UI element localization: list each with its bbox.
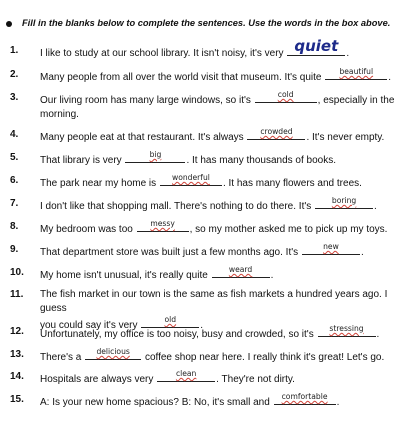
question-text: I like to study at our school library. It isn't noisy, it's very <box>40 48 284 59</box>
question-6 <box>10 174 415 191</box>
question-text-line2: you could say it's very <box>40 320 138 331</box>
answer-blank[interactable] <box>125 151 185 163</box>
answer-text: messy <box>150 219 175 228</box>
question-text: That library is very <box>40 155 122 166</box>
question-text-end: . <box>270 270 274 281</box>
answer-text: clean <box>175 369 197 378</box>
answer-text: comfortable <box>281 392 328 401</box>
answer-text: crowded <box>260 127 293 136</box>
answer-blank[interactable] <box>212 266 270 278</box>
answer-text: new <box>323 242 339 251</box>
question-text: A: Is your new home spacious? B: No, it's small and <box>40 397 270 408</box>
answer-blank[interactable] <box>302 243 360 255</box>
question-number: 8. <box>10 221 19 232</box>
question-9 <box>10 243 415 260</box>
question-1 <box>10 37 415 61</box>
answer-blank[interactable] <box>325 68 387 80</box>
question-number: 1. <box>10 45 19 56</box>
question-number: 9. <box>10 244 19 255</box>
answer-text: wonderful <box>172 173 210 182</box>
question-text-end: coffee shop near here. I really think it's great! Let's go. <box>144 352 385 363</box>
question-number: 4. <box>10 129 19 140</box>
question-text-end: . It's never empty. <box>306 132 385 143</box>
question-text-end: . They're not dirty. <box>216 374 295 385</box>
question-number: 12. <box>10 326 24 337</box>
question-text: Our living room has many large windows, so it's <box>40 95 251 106</box>
answer-blank[interactable] <box>157 370 215 382</box>
instruction-text: Fill in the blanks below to complete the sentences. Use the words in the box above. <box>22 18 391 28</box>
question-number: 15. <box>10 394 24 405</box>
question-number: 14. <box>10 371 24 382</box>
question-text-end: . It has many flowers and trees. <box>222 178 362 189</box>
answer-text: stressing <box>329 324 364 333</box>
answer-text: cold <box>277 90 294 99</box>
answer-blank[interactable] <box>318 325 376 337</box>
question-text-end: , especially in the <box>317 95 395 106</box>
answer-blank[interactable] <box>255 91 317 103</box>
question-number: 11. <box>10 289 24 300</box>
question-text: Many people eat at that restaurant. It's always <box>40 132 244 143</box>
question-text-end: . It has many thousands of books. <box>186 155 336 166</box>
question-number: 3. <box>10 92 19 103</box>
question-text-end: . <box>200 320 204 331</box>
answer-text: big <box>149 150 162 159</box>
question-number: 2. <box>10 69 19 80</box>
question-text: My home isn't unusual, it's really quite <box>40 270 208 281</box>
answer-blank[interactable] <box>85 348 141 360</box>
answer-text: weard <box>228 265 253 274</box>
answer-text: quiet <box>294 37 339 55</box>
question-2 <box>10 68 415 85</box>
question-text: Hospitals are always very <box>40 374 154 385</box>
question-number: 7. <box>10 198 19 209</box>
question-4 <box>10 128 415 145</box>
question-text: The fish market in our town is the same as fish markets a hundred years ago. I guess <box>40 289 388 314</box>
answer-blank[interactable] <box>137 220 189 232</box>
question-text: The park near my home is <box>40 178 157 189</box>
question-text-end: . <box>374 201 377 212</box>
question-text: My bedroom was too <box>40 224 133 235</box>
question-13 <box>10 348 415 365</box>
question-text-end: . <box>346 48 350 59</box>
question-12 <box>10 325 415 342</box>
question-7 <box>10 197 415 214</box>
answer-text: old <box>164 315 177 324</box>
question-text: There's a <box>40 352 82 363</box>
answer-text: delicious <box>96 347 130 356</box>
question-text: Many people from all over the world visit that museum. It's quite <box>40 72 322 83</box>
question-text: I don't like that shopping mall. There's nothing to do there. It's <box>40 201 312 212</box>
answer-text: boring <box>331 196 357 205</box>
answer-blank[interactable] <box>315 197 373 209</box>
question-text-end: . <box>360 247 364 258</box>
instructions <box>6 18 416 28</box>
question-3 <box>10 91 415 122</box>
answer-blank[interactable] <box>247 128 305 140</box>
question-text: Unfortunately, my office is too noisy, busy and crowded, so it's <box>40 329 314 340</box>
question-number: 6. <box>10 175 19 186</box>
question-number: 10. <box>10 267 24 278</box>
question-5 <box>10 151 415 168</box>
question-text: That department store was built just a few months ago. It's <box>40 247 299 258</box>
answer-text: beautiful <box>339 67 374 76</box>
question-text-end: . <box>376 329 380 340</box>
question-15 <box>10 393 415 410</box>
question-number: 13. <box>10 349 24 360</box>
question-text-line2: morning. <box>40 109 79 120</box>
question-text-end: , so my mother asked me to pick up my toys. <box>189 224 388 235</box>
question-14 <box>10 370 415 387</box>
answer-blank[interactable] <box>287 37 345 56</box>
question-text-end: . <box>336 397 340 408</box>
question-8 <box>10 220 415 237</box>
bullet-icon <box>6 21 12 27</box>
question-text-end: . <box>388 72 392 83</box>
question-number: 5. <box>10 152 19 163</box>
answer-blank[interactable] <box>274 393 336 405</box>
answer-blank[interactable] <box>160 174 222 186</box>
question-10 <box>10 266 415 283</box>
